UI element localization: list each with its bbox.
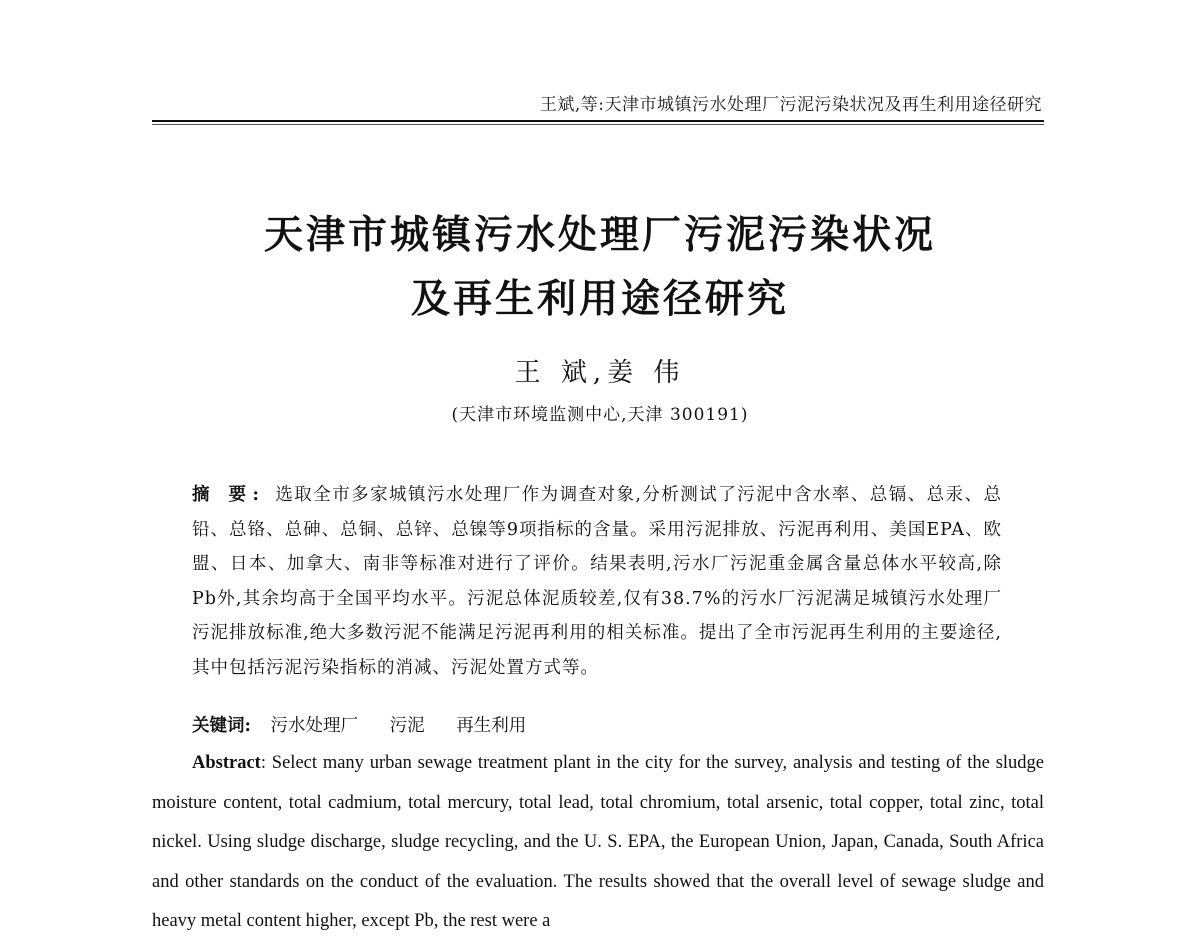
- keywords: [192, 712, 552, 737]
- authors: 王 斌,姜 伟: [514, 358, 686, 388]
- abstract-cn-text: 选取全市多家城镇污水处理厂作为调查对象,分析测试了污泥中含水率、总镉、总汞、总铅、总铬、总砷、总铜、总锌、总镍等9项指标的含量。采用污泥排放、污泥再利用、美国EPA、欧盟、日本、加拿大、南非等标准对进行了评价。结果表明,污水厂污泥重金属含量总体水平较高,除Pb外,其余均高于全国平均水平。污泥总体泥质较差,仅有38.7%的污水厂污泥满足城镇污水处理厂污泥排放标准,绝大多数污泥不能满足污泥再利用的相关标准。提出了全市污泥再生利用的主要途径,其中包括污泥污染指标的消减、污泥处置方式等。: [192, 485, 1002, 678]
- keyword-item: 再生利用: [456, 716, 527, 736]
- header-rule: [152, 120, 1044, 122]
- affiliation: (天津市环境监测中心,天津 300191): [451, 405, 749, 425]
- keyword-item: 污水处理厂: [270, 716, 359, 736]
- keyword-item: 污泥: [389, 716, 425, 736]
- abstract-chinese: [192, 478, 1002, 685]
- abstract-english: [152, 744, 1044, 942]
- header-rule-thin: [152, 124, 1044, 125]
- paper-title-line-1: 天津市城镇污水处理厂污泥污染状况: [263, 213, 936, 258]
- abstract-en-text: : Select many urban sewage treatment plant in the city for the survey, analysis and testing of the sludge moisture content, total cadmium, total mercury, total lead, total chromium, total arsenic, total copper, total zinc, total nickel. Using sludge discharge, sludge recycling, and the U. S. EPA, the European Union, Japan, Canada, South Africa and other standards on the conduct of the evaluation. The results showed that the overall level of sewage sludge and heavy metal content higher, except Pb, the rest were a: [152, 753, 1044, 931]
- paper-title-line-2: 及再生利用途径研究: [410, 277, 789, 322]
- keywords-label: 关键词:: [192, 716, 251, 736]
- running-header: 王斌,等:天津市城镇污水处理厂污泥污染状况及再生利用途径研究: [539, 95, 1042, 115]
- abstract-cn-label: 摘 要:: [192, 485, 265, 505]
- abstract-en-label: Abstract: [192, 753, 261, 773]
